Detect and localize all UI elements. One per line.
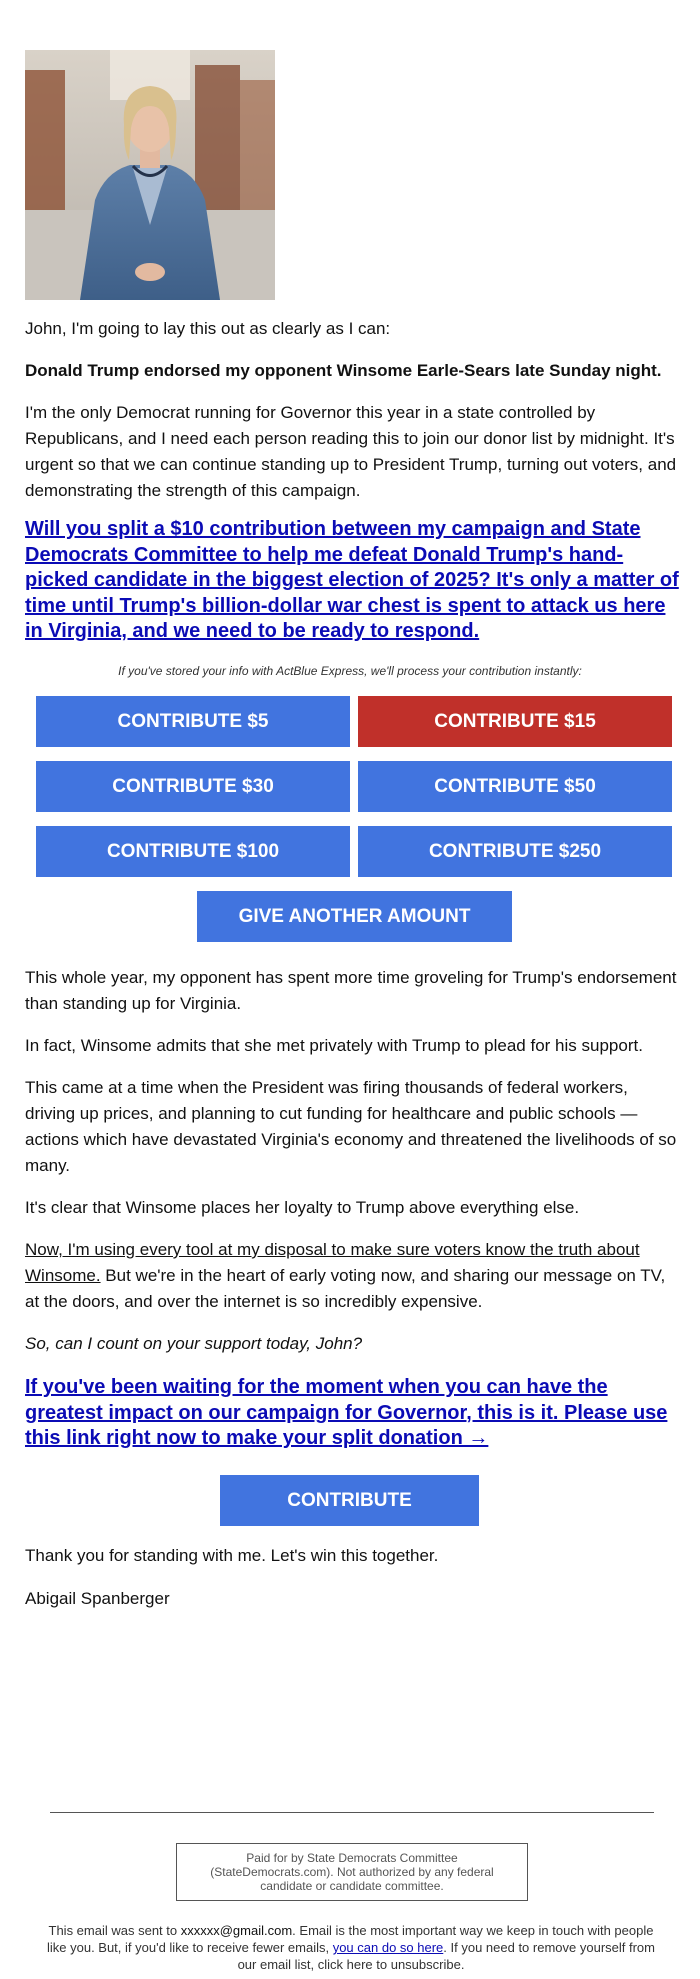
- greeting-text: John, I'm going to lay this out as clearly as I can:: [25, 319, 391, 338]
- contribute-100-button[interactable]: CONTRIBUTE $100: [36, 826, 350, 877]
- truth-link[interactable]: Now, I'm using every tool at my disposal to make sure voters know the truth about Winsome.: [25, 1240, 640, 1285]
- body-paragraph-2: In fact, Winsome admits that she met privately with Trump to plead for his support.: [25, 1036, 643, 1055]
- contribute-50-button[interactable]: CONTRIBUTE $50: [358, 761, 672, 812]
- candidate-photo: [25, 50, 275, 300]
- candidate-portrait-icon: [25, 50, 275, 300]
- body-paragraph-1: This whole year, my opponent has spent more time groveling for Trump's endorsement than standing up for Virginia.: [25, 968, 677, 1013]
- recipient-email: xxxxxx@gmail.com: [180, 1923, 293, 1938]
- support-question: So, can I count on your support today, John?: [25, 1334, 363, 1353]
- footer-part-3: . If you need to remove yourself from our email list, click here to unsubscribe.: [237, 1940, 655, 1972]
- contribute-250-button[interactable]: CONTRIBUTE $250: [358, 826, 672, 877]
- contribute-30-button[interactable]: CONTRIBUTE $30: [36, 761, 350, 812]
- split-donation-link[interactable]: If you've been waiting for the moment when you can have the greatest impact on our campaign for Governor, this is it. Please use this link right now to make your split donation →: [25, 1376, 668, 1449]
- body-paragraph-3: This came at a time when the President was firing thousands of federal workers, driving up prices, and planning to cut funding for healthcare and public schools — actions which have devastated Virginia's economy and threatened the livelihoods of so many.: [25, 1078, 677, 1175]
- contribute-15-button[interactable]: CONTRIBUTE $15: [358, 696, 672, 747]
- contribute-button[interactable]: CONTRIBUTE: [220, 1475, 479, 1526]
- body-paragraph-5-rest: But we're in the heart of early voting now, and sharing our message on TV, at the doors, and over the internet is so incredibly expensive.: [25, 1266, 666, 1311]
- footer-part-2: . Email is the most important way we keep in touch with people like you. But, if you'd like to receive fewer emails,: [46, 1923, 654, 1955]
- footer-text: [45, 1922, 657, 1973]
- give-another-amount-button[interactable]: GIVE ANOTHER AMOUNT: [197, 891, 512, 942]
- signature-text: Abigail Spanberger: [25, 1589, 170, 1608]
- contribute-5-button[interactable]: CONTRIBUTE $5: [36, 696, 350, 747]
- actblue-express-note: If you've stored your info with ActBlue Express, we'll process your contribution instantly:: [118, 664, 582, 678]
- footer-part-1: This email was sent to: [48, 1923, 181, 1938]
- fewer-emails-link[interactable]: you can do so here: [332, 1940, 444, 1955]
- paid-for-disclaimer: Paid for by State Democrats Committee (StateDemocrats.com). Not authorized by any federal candidate or candidate committee.: [176, 1843, 528, 1901]
- body-paragraph-5: [25, 1237, 677, 1315]
- footer-divider: [50, 1812, 654, 1813]
- headline-text: Donald Trump endorsed my opponent Winsome Earle-Sears late Sunday night.: [25, 361, 662, 380]
- closing-text: Thank you for standing with me. Let's win this together.: [25, 1546, 439, 1565]
- intro-paragraph: I'm the only Democrat running for Governor this year in a state controlled by Republicans, and I need each person reading this to join our donor list by midnight. It's urgent so that we can continue standing up to President Trump, turning out voters, and demonstrating the strength of this campaign.: [25, 403, 677, 500]
- body-paragraph-4: It's clear that Winsome places her loyalty to Trump above everything else.: [25, 1198, 580, 1217]
- split-contribution-link[interactable]: Will you split a $10 contribution between my campaign and State Democrats Committee to help me defeat Donald Trump's hand-picked candidate in the biggest election of 2025? It's only a matter of time until Trump's billion-dollar war chest is spent to attack us here in Virginia, and we need to be ready to respond.: [25, 518, 679, 642]
